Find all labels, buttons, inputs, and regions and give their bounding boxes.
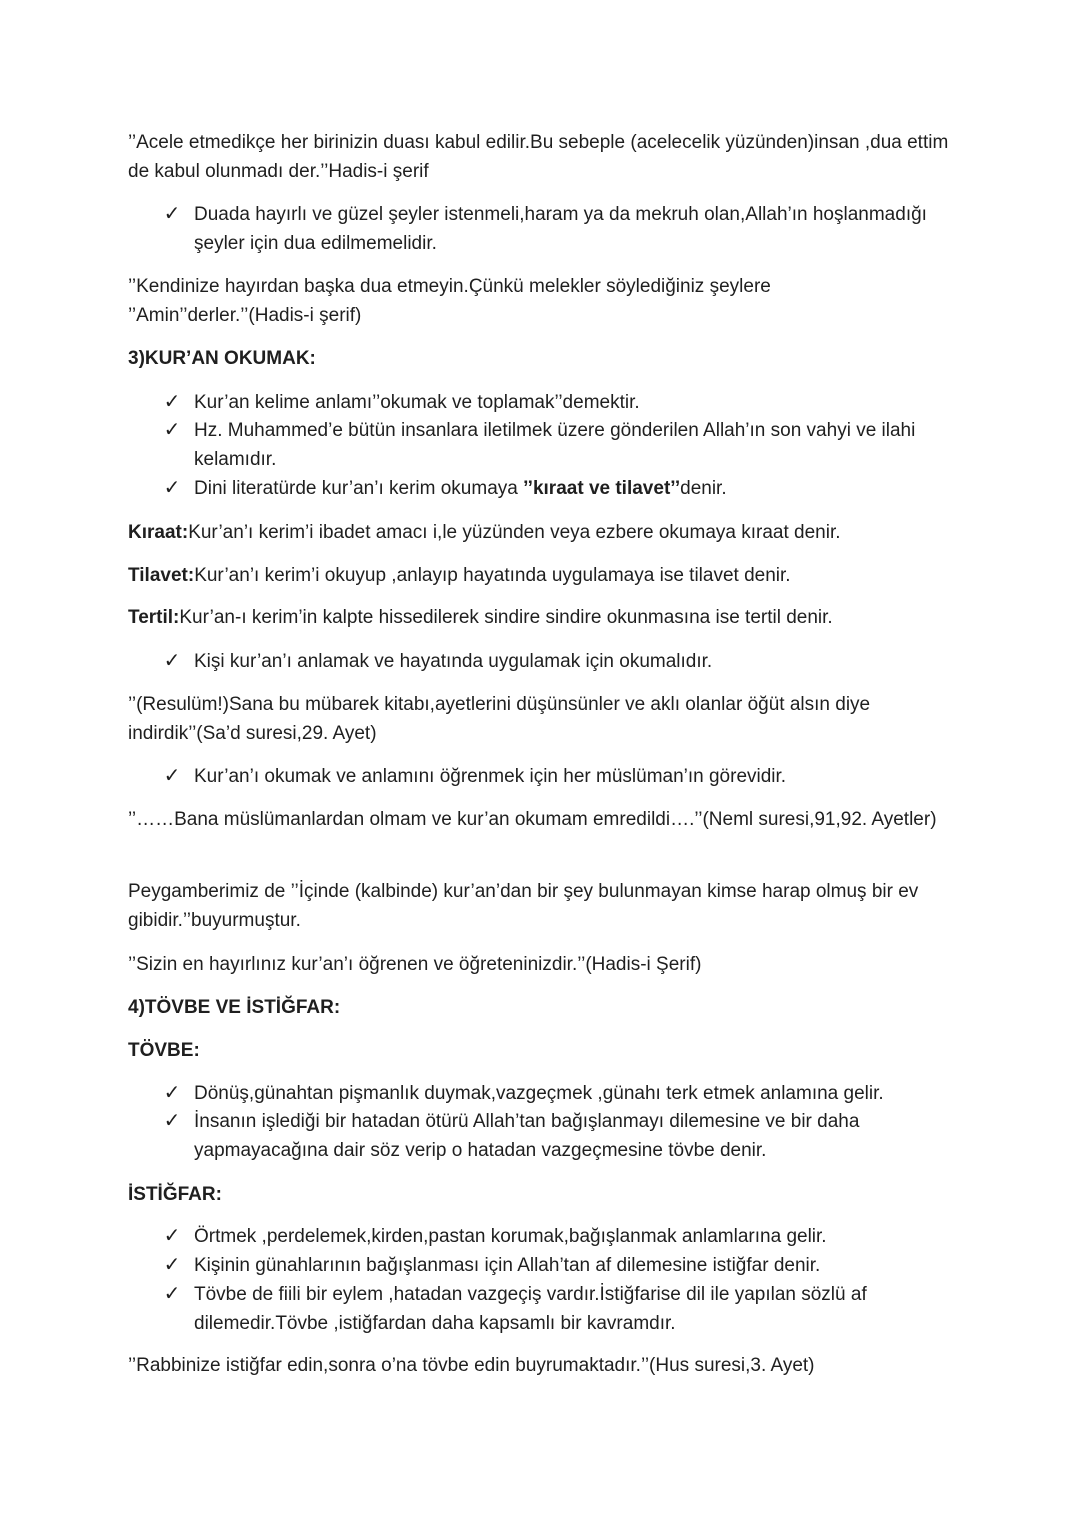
definition-label: Tilavet: xyxy=(128,565,195,586)
checkmark-icon: ✓ xyxy=(163,1225,181,1247)
hadith-paragraph-3: ’’Sizin en hayırlınız kur’an’ı öğrenen ve öğreteninizdir.’’(Hadis-i Şerif) xyxy=(128,954,702,975)
definition-text: Kur’an’ı kerim’i ibadet amacı i,le yüzünden veya ezbere okumaya kıraat denir. xyxy=(188,522,841,543)
bullet-item-kiraat-tilavet xyxy=(194,474,954,503)
bullet-item-istigfar-tanim: Kişinin günahlarının bağışlanması için Allah’tan af dilemesine istiğfar denir. xyxy=(194,1255,821,1276)
definition-kiraat xyxy=(128,518,958,547)
checkmark-icon: ✓ xyxy=(163,765,181,787)
checkmark-icon: ✓ xyxy=(163,391,181,413)
definition-tertil xyxy=(128,603,958,632)
hadith-paragraph-2 xyxy=(128,272,958,330)
checkmark-icon: ✓ xyxy=(163,1283,181,1305)
section-heading-kuran-okumak: 3)KUR’AN OKUMAK: xyxy=(128,348,316,369)
hadith-paragraph-2-line-1: ’’Kendinize hayırdan başka dua etmeyin.Çünkü melekler söylediğiniz şeylere xyxy=(128,276,771,297)
definition-label: Tertil: xyxy=(128,607,180,628)
checkmark-icon: ✓ xyxy=(163,203,181,225)
checkmark-icon: ✓ xyxy=(163,1082,181,1104)
bullet-item-son-vahiy: Hz. Muhammed’e bütün insanlara iletilmek üzere gönderilen Allah’ın son vahyi ve ilahi kelamıdır. xyxy=(194,420,916,470)
hadith-paragraph-1: ’’Acele etmedikçe her birinizin duası kabul edilir.Bu sebeple (acelecelik yüzünden)insan ,dua ettim de kabul olunmadı der.’’Hadis-i şerif xyxy=(128,132,949,182)
checkmark-icon: ✓ xyxy=(163,1254,181,1276)
hadith-paragraph-2-line-2: ’’Amin’’derler.’’(Hadis-i şerif) xyxy=(128,305,362,326)
subheading-tovbe: TÖVBE: xyxy=(128,1040,200,1061)
bullet-item-tovbe-tanim: İnsanın işlediği bir hatadan ötürü Allah’tan bağışlanmayı dilemesine ve bir daha yapmayacağına dair söz verip o hatadan vazgeçmesine tövbe denir. xyxy=(194,1111,860,1161)
quote-hud-suresi: ’’Rabbinize istiğfar edin,sonra o’na tövbe edin buyrumaktadır.’’(Hus suresi,3. Ayet) xyxy=(128,1355,815,1376)
definition-text: Kur’an-ı kerim’in kalpte hissedilerek sindire sindire okunmasına ise tertil denir. xyxy=(179,607,833,628)
bullet-item-kelime-anlami: Kur’an kelime anlamı’’okumak ve toplamak’’demektir. xyxy=(194,392,640,413)
paragraph-peygamberimiz: Peygamberimiz de ’’İçinde (kalbinde) kur’an’dan bir şey bulunmayan kimse harap olmuş bir ev gibidir.’’buyurmuştur. xyxy=(128,881,919,931)
bullet-item-text: denir. xyxy=(680,478,727,499)
bold-term: ’’kıraat ve tilavet’’ xyxy=(523,478,681,499)
checkmark-icon: ✓ xyxy=(163,419,181,441)
section-heading-tovbe-istigfar: 4)TÖVBE VE İSTİĞFAR: xyxy=(128,997,341,1018)
quote-sad-suresi: ’’(Resulüm!)Sana bu mübarek kitabı,ayetlerini düşünsünler ve aklı olanlar öğüt alsın diye indirdik’’(Sa’d suresi,29. Ayet) xyxy=(128,694,871,744)
checkmark-icon: ✓ xyxy=(163,477,181,499)
definition-tilavet xyxy=(128,561,958,590)
bullet-item-anlamak: Kişi kur’an’ı anlamak ve hayatında uygulamak için okumalıdır. xyxy=(194,651,713,672)
bullet-item-gorev: Kur’an’ı okumak ve anlamını öğrenmek için her müslüman’ın görevidir. xyxy=(194,766,787,787)
quote-neml-suresi: ’’……Bana müslümanlardan olmam ve kur’an okumam emredildi….’’(Neml suresi,91,92. Ayetler) xyxy=(128,809,937,830)
bullet-item-karsilastirma: Tövbe de fiili bir eylem ,hatadan vazgeçiş vardır.İstiğfarise dil ile yapılan sözlü af dilemedir.Tövbe ,istiğfardan daha kapsamlı bir kavramdır. xyxy=(194,1284,867,1334)
definition-label: Kıraat: xyxy=(128,522,189,543)
checkmark-icon: ✓ xyxy=(163,1110,181,1132)
bullet-item-donus: Dönüş,günahtan pişmanlık duymak,vazgeçmek ,günahı terk etmek anlamına gelir. xyxy=(194,1083,884,1104)
bullet-item-dua: Duada hayırlı ve güzel şeyler istenmeli,haram ya da mekruh olan,Allah’ın hoşlanmadığı şeyler için dua edilmemelidir. xyxy=(194,204,927,254)
bullet-item-ortmek: Örtmek ,perdelemek,kirden,pastan korumak,bağışlanmak anlamlarına gelir. xyxy=(194,1226,827,1247)
subheading-istigfar: İSTİĞFAR: xyxy=(128,1184,222,1205)
checkmark-icon: ✓ xyxy=(163,650,181,672)
bullet-item-text: Dini literatürde kur’an’ı kerim okumaya xyxy=(194,478,524,499)
definition-text: Kur’an’ı kerim’i okuyup ,anlayıp hayatında uygulamaya ise tilavet denir. xyxy=(194,565,791,586)
